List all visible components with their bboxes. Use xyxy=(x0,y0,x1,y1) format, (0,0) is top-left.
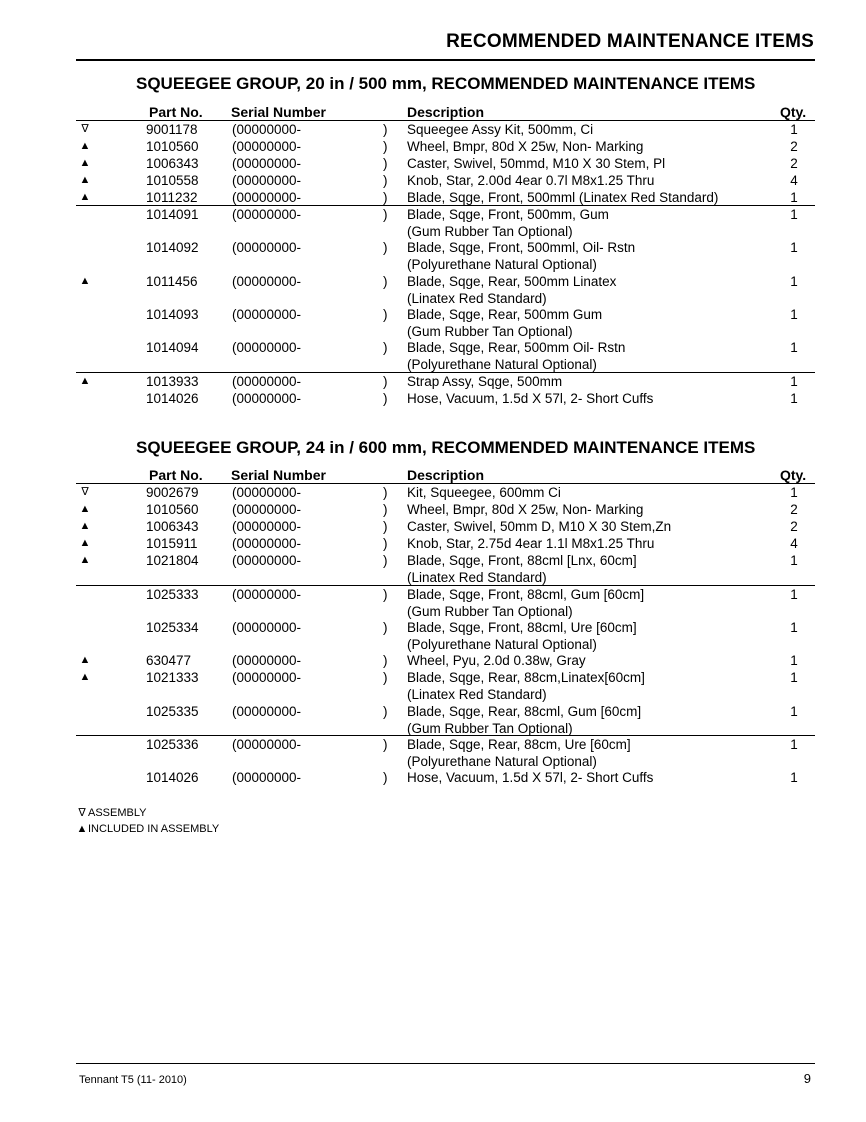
cell-paren: ) xyxy=(383,240,388,255)
included-icon: ▲ xyxy=(79,671,91,683)
cell-paren: ) xyxy=(383,139,388,154)
legend-assembly-label: ASSEMBLY xyxy=(88,807,147,819)
cell-desc: Kit, Squeegee, 600mm Ci xyxy=(407,485,561,500)
cell-paren: ) xyxy=(383,670,388,685)
cell-qty: 1 xyxy=(790,653,798,668)
footer-model: Tennant T5 (11- 2010) xyxy=(79,1074,187,1086)
cell-qty: 1 xyxy=(790,587,798,602)
cell-serial: (00000000- xyxy=(232,340,302,355)
cell-desc: Blade, Sqge, Front, 88cml [Lnx, 60cm] xyxy=(407,553,637,568)
cell-part: 1021804 xyxy=(146,553,199,568)
cell-desc-note: (Linatex Red Standard) xyxy=(407,570,547,585)
group-separator xyxy=(76,205,815,206)
cell-part: 1015911 xyxy=(146,536,198,551)
assembly-icon: ∇ xyxy=(81,486,89,498)
cell-serial: (00000000- xyxy=(232,620,302,635)
cell-part: 1025336 xyxy=(146,737,199,752)
cell-serial: (00000000- xyxy=(232,190,302,205)
cell-desc: Wheel, Bmpr, 80d X 25w, Non- Marking xyxy=(407,139,644,154)
cell-desc: Blade, Sqge, Rear, 500mm Oil- Rstn xyxy=(407,340,626,355)
cell-paren: ) xyxy=(383,391,388,406)
included-icon: ▲ xyxy=(79,140,91,152)
included-icon: ▲ xyxy=(79,520,91,532)
cell-qty: 2 xyxy=(790,519,798,534)
assembly-symbol-icon: ∇ xyxy=(78,807,86,819)
included-icon: ▲ xyxy=(79,157,91,169)
cell-paren: ) xyxy=(383,485,388,500)
cell-paren: ) xyxy=(383,274,388,289)
header-serial-number: Serial Number xyxy=(231,467,326,483)
cell-desc-note: (Polyurethane Natural Optional) xyxy=(407,637,597,652)
cell-qty: 4 xyxy=(790,536,798,551)
group-separator xyxy=(76,585,815,586)
cell-part: 1006343 xyxy=(146,156,199,171)
cell-qty: 1 xyxy=(790,340,798,355)
cell-part: 1014026 xyxy=(146,770,199,785)
cell-part: 1021333 xyxy=(146,670,199,685)
cell-serial: (00000000- xyxy=(232,274,302,289)
cell-part: 1010560 xyxy=(146,139,199,154)
legend-assembly xyxy=(76,806,147,819)
included-icon: ▲ xyxy=(79,537,91,549)
cell-qty: 1 xyxy=(790,704,798,719)
cell-serial: (00000000- xyxy=(232,240,302,255)
included-icon: ▲ xyxy=(79,174,91,186)
cell-serial: (00000000- xyxy=(232,485,302,500)
cell-qty: 1 xyxy=(790,374,798,389)
cell-serial: (00000000- xyxy=(232,391,302,406)
cell-desc: Knob, Star, 2.75d 4ear 1.1l M8x1.25 Thru xyxy=(407,536,655,551)
cell-part: 1011456 xyxy=(146,274,198,289)
cell-paren: ) xyxy=(383,536,388,551)
top-rule xyxy=(76,59,815,61)
cell-desc-note: (Linatex Red Standard) xyxy=(407,291,547,306)
cell-serial: (00000000- xyxy=(232,207,302,222)
page-title: RECOMMENDED MAINTENANCE ITEMS xyxy=(446,31,814,52)
header-part-no: Part No. xyxy=(149,467,203,483)
cell-part: 1006343 xyxy=(146,519,199,534)
header-part-no: Part No. xyxy=(149,104,203,120)
cell-paren: ) xyxy=(383,502,388,517)
cell-paren: ) xyxy=(383,122,388,137)
group-separator xyxy=(76,372,815,373)
cell-serial: (00000000- xyxy=(232,307,302,322)
cell-qty: 1 xyxy=(790,207,798,222)
header-serial-number: Serial Number xyxy=(231,104,326,120)
cell-desc: Blade, Sqge, Rear, 500mm Linatex xyxy=(407,274,617,289)
cell-desc: Caster, Swivel, 50mmd, M10 X 30 Stem, Pl xyxy=(407,156,666,171)
cell-paren: ) xyxy=(383,704,388,719)
cell-paren: ) xyxy=(383,519,388,534)
cell-paren: ) xyxy=(383,770,388,785)
cell-desc: Wheel, Pyu, 2.0d 0.38w, Gray xyxy=(407,653,586,668)
cell-paren: ) xyxy=(383,307,388,322)
section-title-600mm: SQUEEGEE GROUP, 24 in / 600 mm, RECOMMENDED MAINTENANCE ITEMS xyxy=(136,438,756,457)
cell-part: 1014092 xyxy=(146,240,199,255)
cell-desc: Blade, Sqge, Front, 88cml, Ure [60cm] xyxy=(407,620,637,635)
section-title-500mm: SQUEEGEE GROUP, 20 in / 500 mm, RECOMMENDED MAINTENANCE ITEMS xyxy=(136,74,756,93)
header-description: Description xyxy=(407,104,485,120)
cell-desc-note: (Polyurethane Natural Optional) xyxy=(407,257,597,272)
included-icon: ▲ xyxy=(79,554,91,566)
cell-paren: ) xyxy=(383,190,388,205)
cell-desc-note: (Linatex Red Standard) xyxy=(407,687,547,702)
cell-part: 630477 xyxy=(146,653,192,668)
included-icon: ▲ xyxy=(79,503,91,515)
cell-paren: ) xyxy=(383,207,388,222)
cell-serial: (00000000- xyxy=(232,173,302,188)
cell-qty: 2 xyxy=(790,502,798,517)
cell-desc: Blade, Sqge, Front, 88cml, Gum [60cm] xyxy=(407,587,645,602)
cell-part: 1014093 xyxy=(146,307,199,322)
cell-serial: (00000000- xyxy=(232,374,302,389)
cell-serial: (00000000- xyxy=(232,653,302,668)
page-number: 9 xyxy=(803,1071,811,1086)
cell-qty: 4 xyxy=(790,173,798,188)
cell-qty: 1 xyxy=(790,770,798,785)
cell-qty: 1 xyxy=(790,240,798,255)
cell-desc: Blade, Sqge, Front, 500mml, Oil- Rstn xyxy=(407,240,636,255)
cell-desc: Blade, Sqge, Rear, 500mm Gum xyxy=(407,307,603,322)
cell-qty: 1 xyxy=(790,190,798,205)
cell-desc: Blade, Sqge, Front, 500mml (Linatex Red Standard) xyxy=(407,190,719,205)
cell-part: 1025334 xyxy=(146,620,199,635)
included-icon: ▲ xyxy=(79,375,91,387)
cell-desc-note: (Polyurethane Natural Optional) xyxy=(407,754,597,769)
cell-part: 1014094 xyxy=(146,340,199,355)
header-description: Description xyxy=(407,467,485,483)
included-symbol-icon: ▲ xyxy=(76,823,88,835)
cell-part: 1025333 xyxy=(146,587,199,602)
cell-desc: Blade, Sqge, Front, 500mm, Gum xyxy=(407,207,609,222)
cell-paren: ) xyxy=(383,620,388,635)
cell-part: 1010560 xyxy=(146,502,199,517)
cell-desc: Hose, Vacuum, 1.5d X 57l, 2- Short Cuffs xyxy=(407,391,654,406)
cell-serial: (00000000- xyxy=(232,587,302,602)
cell-serial: (00000000- xyxy=(232,553,302,568)
cell-serial: (00000000- xyxy=(232,122,302,137)
cell-part: 1014026 xyxy=(146,391,199,406)
included-icon: ▲ xyxy=(79,275,91,287)
assembly-icon: ∇ xyxy=(81,123,89,135)
cell-desc-note: (Gum Rubber Tan Optional) xyxy=(407,604,573,619)
cell-serial: (00000000- xyxy=(232,770,302,785)
cell-desc-note: (Gum Rubber Tan Optional) xyxy=(407,224,573,239)
cell-qty: 2 xyxy=(790,156,798,171)
cell-paren: ) xyxy=(383,553,388,568)
group-separator xyxy=(76,735,815,736)
cell-serial: (00000000- xyxy=(232,156,302,171)
cell-part: 1011232 xyxy=(146,190,198,205)
cell-paren: ) xyxy=(383,374,388,389)
cell-desc-note: (Polyurethane Natural Optional) xyxy=(407,357,597,372)
cell-paren: ) xyxy=(383,173,388,188)
header-qty: Qty. xyxy=(780,467,807,483)
cell-desc: Caster, Swivel, 50mm D, M10 X 30 Stem,Zn xyxy=(407,519,672,534)
included-icon: ▲ xyxy=(79,654,91,666)
cell-part: 1014091 xyxy=(146,207,199,222)
cell-serial: (00000000- xyxy=(232,536,302,551)
cell-desc: Squeegee Assy Kit, 500mm, Ci xyxy=(407,122,594,137)
cell-desc-note: (Gum Rubber Tan Optional) xyxy=(407,324,573,339)
cell-desc: Wheel, Bmpr, 80d X 25w, Non- Marking xyxy=(407,502,644,517)
cell-serial: (00000000- xyxy=(232,139,302,154)
legend-included xyxy=(76,823,219,835)
cell-qty: 1 xyxy=(790,737,798,752)
cell-qty: 1 xyxy=(790,391,798,406)
cell-part: 1010558 xyxy=(146,173,199,188)
cell-part: 1013933 xyxy=(146,374,199,389)
cell-desc: Hose, Vacuum, 1.5d X 57l, 2- Short Cuffs xyxy=(407,770,654,785)
legend-included-label: INCLUDED IN ASSEMBLY xyxy=(88,823,220,835)
cell-desc: Knob, Star, 2.00d 4ear 0.7l M8x1.25 Thru xyxy=(407,173,655,188)
cell-serial: (00000000- xyxy=(232,670,302,685)
cell-serial: (00000000- xyxy=(232,502,302,517)
cell-part: 9001178 xyxy=(146,122,198,137)
cell-desc: Blade, Sqge, Rear, 88cm,Linatex[60cm] xyxy=(407,670,645,685)
included-icon: ▲ xyxy=(79,191,91,203)
cell-part: 9002679 xyxy=(146,485,199,500)
cell-qty: 1 xyxy=(790,553,798,568)
cell-paren: ) xyxy=(383,737,388,752)
cell-desc: Strap Assy, Sqge, 500mm xyxy=(407,374,563,389)
cell-serial: (00000000- xyxy=(232,737,302,752)
cell-qty: 1 xyxy=(790,670,798,685)
header-qty: Qty. xyxy=(780,104,807,120)
cell-desc-note: (Gum Rubber Tan Optional) xyxy=(407,721,573,736)
cell-qty: 1 xyxy=(790,485,798,500)
cell-qty: 2 xyxy=(790,139,798,154)
cell-qty: 1 xyxy=(790,122,798,137)
cell-serial: (00000000- xyxy=(232,704,302,719)
cell-serial: (00000000- xyxy=(232,519,302,534)
cell-qty: 1 xyxy=(790,274,798,289)
cell-paren: ) xyxy=(383,340,388,355)
cell-paren: ) xyxy=(383,587,388,602)
cell-qty: 1 xyxy=(790,620,798,635)
cell-paren: ) xyxy=(383,653,388,668)
cell-desc: Blade, Sqge, Rear, 88cml, Gum [60cm] xyxy=(407,704,642,719)
cell-qty: 1 xyxy=(790,307,798,322)
cell-paren: ) xyxy=(383,156,388,171)
bottom-rule xyxy=(76,1063,815,1064)
cell-desc: Blade, Sqge, Rear, 88cm, Ure [60cm] xyxy=(407,737,631,752)
cell-part: 1025335 xyxy=(146,704,199,719)
